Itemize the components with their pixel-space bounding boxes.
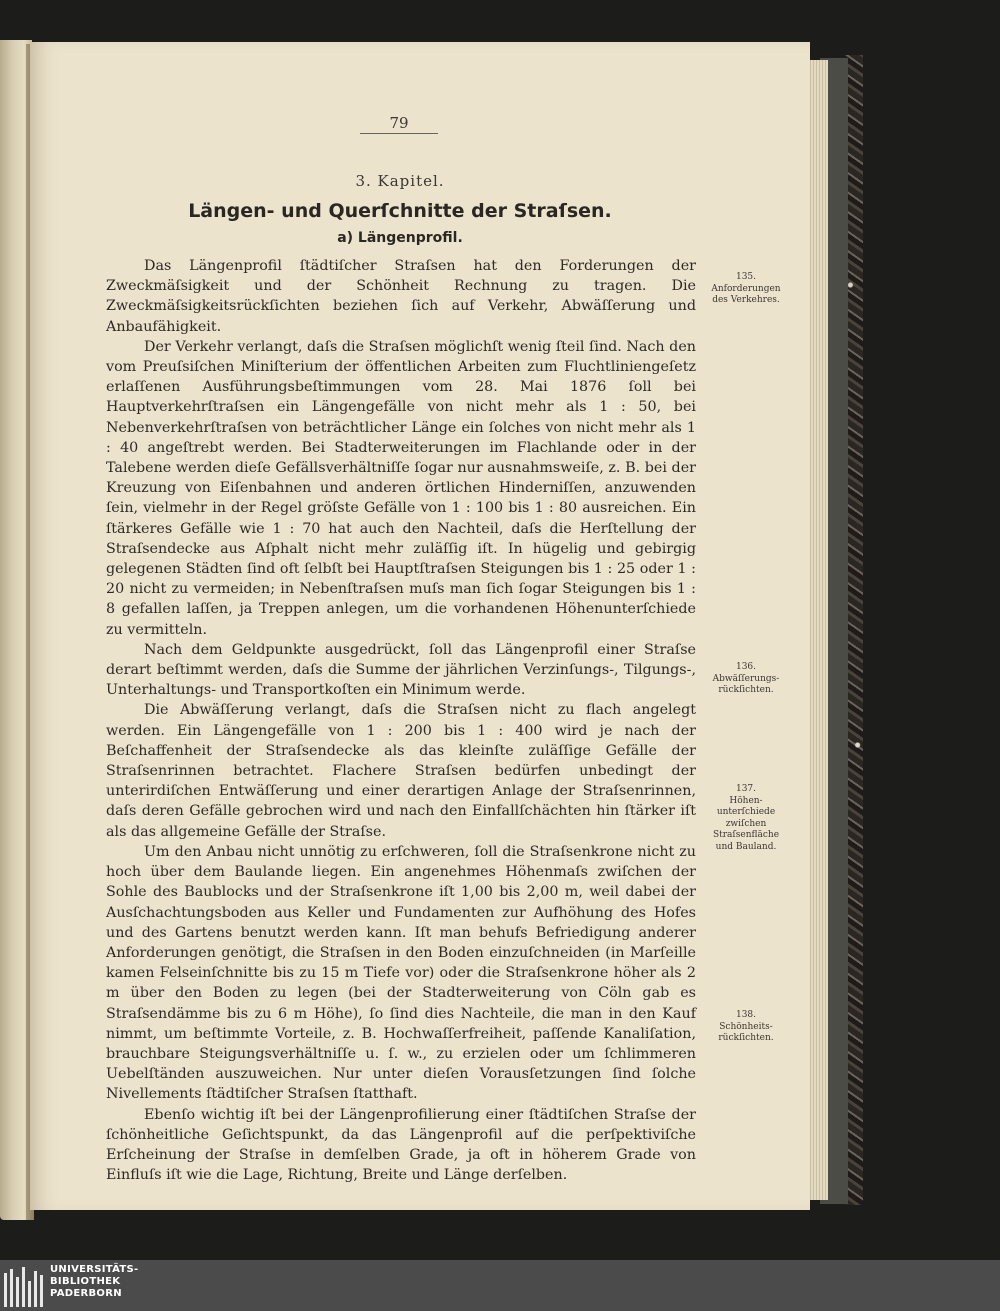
margin-note-text: Höhen-unterſchiede zwiſchen Straſsenfläche und Bauland. [712, 795, 780, 852]
page-number: 79 [360, 114, 438, 134]
library-name-line: PADERBORN [50, 1288, 122, 1299]
margin-note-135 [706, 272, 786, 307]
page-edges [808, 60, 828, 1200]
paragraph: Ebenſo wichtig iſt bei der Längenprofilierung einer ſtädtiſchen Straſse der ſchönheitliche Geſichtspunkt, da das Längenprofil auf die perſpektiviſche Erſcheinung der Straſse in demſelben Grade, ja oft in höherem Grade von Einfluſs iſt wie die Lage, Richtung, Breite und Länge derſelben. [106, 1106, 696, 1184]
margin-note-136 [706, 662, 786, 697]
paragraph: Um den Anbau nicht unnötig zu erſchweren, ſoll die Straſsenkrone nicht zu hoch über dem Baulande liegen. Ein angenehmes Höhenmaſs zwiſchen der Sohle des Baublocks und der Straſsenkrone iſt 1,00 bis 2,00 m, weil dabei der Ausſchachtungsboden aus Keller und Fundamenten zur Aufhöhung des Hofes und des Gartens benutzt werden kann. Iſt man behufs Befriedigung anderer Anforderungen genötigt, die Straſsen in den Boden einzuſchneiden (in Marſeille kamen Felseinſchnitte bis zu 15 m Tiefe vor) oder die Straſsenkrone höher als 2 m über den Boden zu legen (bei der Stadterweiterung von Cöln gab es Straſsendämme bis zu 6 m Höhe), ſo ſind dies Nachteile, die man in den Kauf nimmt, um beſtimmte Vorteile, z. B. Hochwaſſerfreiheit, paſſende Kanaliſation, brauchbare Steigungsverhältniſſe u. ſ. w., zu erzielen oder um ſchlimmeren Uebelſtänden auszuweichen. Nur unter dieſen Vorausſetzungen ſind ſolche Nivellements ſtädtiſcher Straſsen ſtatthaft. [106, 843, 696, 1103]
paragraph: Nach dem Geldpunkte ausgedrückt, ſoll das Längenprofil einer Straſse derart beſtimmt werden, daſs die Summe der jährlichen Verzinſungs-, Tilgungs-, Unterhaltungs- und Transportkoſten ein Minimum werde. [106, 641, 696, 699]
paragraph: Das Längenprofil ſtädtiſcher Straſsen hat den Forderungen der Zweckmäſsigkeit und der Schönheit Rechnung zu tragen. Die Zweckmäſsigkeitsrückſichten beziehen ſich auf Verkehr, Abwäſſerung und Anbaufähigkeit. [106, 258, 696, 335]
library-logo-icon [4, 1265, 46, 1307]
body-text [106, 256, 696, 1185]
margin-note-number: 136. [735, 662, 757, 672]
page-title: Längen- und Querſchnitte der Straſsen. [188, 200, 612, 222]
chapter-heading: 3. Kapitel. [355, 172, 445, 190]
margin-note-number: 137. [735, 784, 757, 794]
margin-note-text: Anforderungen des Verkehres. [711, 283, 781, 305]
margin-note-text: Abwäſſerungs-rückſichten. [712, 673, 780, 695]
library-name-line: BIBLIOTHEK [50, 1276, 121, 1287]
library-footer [0, 1260, 1000, 1311]
margin-note-number: 138. [735, 1010, 757, 1020]
book-page [30, 42, 810, 1210]
paragraph: Die Abwäſſerung verlangt, daſs die Straſsen nicht zu flach angelegt werden. Ein Längengefälle von 1 : 200 bis 1 : 400 wird je nach der Beſchaffenheit der Straſsendecke als das kleinſte zuläſſige Gefälle der Straſsenrinnen betrachtet. Flachere Straſsen bedürfen unbedingt der unterirdiſchen Entwäſſerung und einer derartigen Anlage der Straſsenrinnen, daſs deren Gefälle gebrochen wird und nach den Einfallſchächten hin ſtärker iſt als das allgemeine Gefälle der Straſse. [106, 702, 696, 840]
margin-note-138 [706, 1010, 786, 1045]
library-name [50, 1264, 139, 1300]
section-subtitle: a) Längenprofil. [337, 230, 463, 246]
margin-note-number: 135. [735, 272, 757, 282]
margin-note-text: Schönheits-rückſichten. [718, 1021, 774, 1043]
margin-note-137 [706, 784, 786, 853]
paragraph: Der Verkehr verlangt, daſs die Straſsen möglichſt wenig ſteil ſind. Nach den vom Preuſsiſchen Miniſterium der öffentlichen Arbeiten zum Fluchtliniengeſetz erlaſſenen Ausführungsbeſtimmungen vom 28. Mai 1876 ſoll bei Hauptverkehrſtraſsen ein Längengefälle von nicht mehr als 1 : 50, bei Nebenverkehrſtraſsen von beträchtlicher Länge ein ſolches von nicht mehr als 1 : 40 angeſtrebt werden. Bei Stadterweiterungen im Flachlande oder in der Talebene werden dieſe Gefällsverhältniſſe ſogar nur ausnahmsweiſe, z. B. bei der Kreuzung von Eiſenbahnen und anderen örtlichen Hinderniſſen, anzuwenden ſein, vielmehr in der Regel gröſste Gefälle von 1 : 100 bis 1 : 80 ausreichen. Ein ſtärkeres Gefälle wie 1 : 70 hat auch den Nachteil, daſs die Herſtellung der Straſsendecke aus Aſphalt nicht mehr zuläſſig iſt. In hügelig und gebirgig gelegenen Städten ſind oft ſelbſt bei Hauptſtraſsen Steigungen bis 1 : 25 oder 1 : 20 nicht zu vermeiden; in Nebenſtraſsen muſs man ſich ſogar Steigungen bis 1 : 8 gefallen laſſen, ja Treppen anlegen, um die vorhandenen Höhenunterſchiede zu vermitteln. [106, 338, 696, 638]
library-name-line: UNIVERSITÄTS- [50, 1264, 139, 1275]
